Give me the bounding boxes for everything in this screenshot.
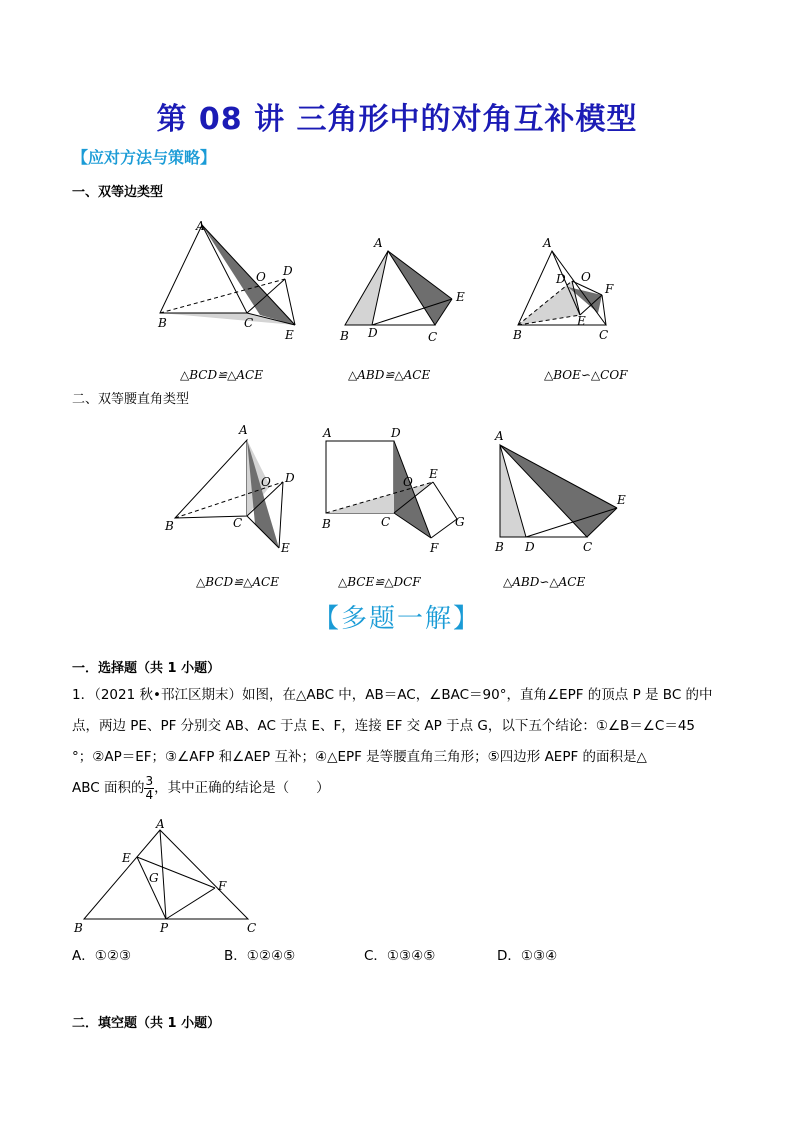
- label-G: G: [455, 515, 465, 529]
- label-E: E: [456, 290, 465, 304]
- question-figure: [72, 818, 272, 938]
- figure-2-2: [321, 426, 465, 555]
- question-line-4b: ，其中正确的结论是（ ）: [154, 780, 330, 796]
- label-A: A: [374, 236, 383, 250]
- page-title: 第 08 讲 三角形中的对角互补模型: [156, 102, 638, 137]
- label-F: F: [218, 879, 227, 893]
- section-double-equilateral: 一、双等边类型: [72, 185, 164, 200]
- label-D: D: [368, 326, 378, 340]
- caption-2-3: △ABD∽△ACE: [503, 575, 586, 589]
- label-B: B: [165, 519, 174, 533]
- caption-1-3: △BOE∽△COF: [544, 368, 628, 382]
- question-line-1: 1．（2021 秋•邗江区期末）如图，在△ABC 中，AB＝AC，∠BAC＝90°，直角∠EPF 的顶点 P 是 BC 的中: [72, 687, 713, 703]
- label-G: G: [149, 871, 159, 885]
- question-text: [72, 680, 732, 804]
- label-P: P: [160, 921, 169, 935]
- label-A: A: [543, 236, 552, 250]
- question-line-4: [72, 773, 732, 804]
- caption-1-1: △BCD≌△ACE: [180, 368, 263, 382]
- label-E: E: [285, 328, 294, 342]
- label-D: D: [391, 426, 401, 440]
- label-E: E: [577, 314, 586, 328]
- section-double-isosceles-right: 二、双等腰直角类型: [72, 392, 190, 407]
- caption-2-2: △BCE≌△DCF: [338, 575, 421, 589]
- figure-1-1: [157, 219, 295, 342]
- label-F: F: [430, 541, 439, 555]
- question-line-2: 点，两边 PE、PF 分别交 AB、AC 于点 E、F，连接 EF 交 AP 于点 G，以下五个结论：①∠B＝∠C＝45: [72, 718, 696, 734]
- label-B: B: [322, 517, 331, 531]
- label-C: C: [381, 515, 391, 529]
- label-D: D: [525, 540, 535, 554]
- fraction-numerator: 3: [145, 773, 154, 788]
- label-F: F: [605, 282, 614, 296]
- figure-row-2: [155, 420, 635, 565]
- label-B: B: [158, 316, 167, 330]
- label-C: C: [428, 330, 438, 344]
- figure-1-3: [512, 236, 614, 342]
- option-d[interactable]: D．①③④: [497, 948, 558, 964]
- question-line-3: °；②AP＝EF；③∠AFP 和∠AEP 互补；④△EPF 是等腰直角三角形；⑤四边形 AEPF 的面积是△: [72, 749, 647, 765]
- label-E: E: [617, 493, 626, 507]
- question-line-4a: ABC 面积的: [72, 780, 145, 796]
- label-C: C: [244, 316, 254, 330]
- label-A: A: [239, 423, 248, 437]
- label-D: D: [285, 471, 295, 485]
- figure-row-1: [140, 215, 660, 345]
- label-B: B: [340, 329, 349, 343]
- option-a[interactable]: A．①②③: [72, 948, 132, 964]
- label-A: A: [495, 429, 504, 443]
- figure-2-3: [494, 429, 626, 554]
- label-A: A: [323, 426, 332, 440]
- label-C: C: [247, 921, 257, 935]
- one-solution-heading: 【多题一解】: [312, 604, 481, 634]
- option-b[interactable]: B．①②④⑤: [224, 948, 296, 964]
- label-B: B: [513, 328, 522, 342]
- fill-blank-heading: 二．填空题（共 1 小题）: [72, 1016, 221, 1031]
- label-C: C: [599, 328, 609, 342]
- label-E: E: [429, 467, 438, 481]
- option-c[interactable]: C．①③④⑤: [364, 948, 436, 964]
- fraction-denominator: 4: [145, 787, 154, 802]
- multiple-choice-heading: 一．选择题（共 1 小题）: [72, 661, 221, 676]
- label-B: B: [74, 921, 83, 935]
- label-A: A: [196, 219, 205, 233]
- caption-1-2: △ABD≌△ACE: [348, 368, 431, 382]
- label-O: O: [403, 475, 413, 489]
- label-B: B: [495, 540, 504, 554]
- label-E: E: [281, 541, 290, 555]
- label-C: C: [233, 516, 243, 530]
- strategy-heading: 【应对方法与策略】: [72, 148, 217, 167]
- label-E: E: [122, 851, 131, 865]
- label-D: D: [556, 272, 566, 286]
- label-D: D: [283, 264, 293, 278]
- figure-1-2: [339, 236, 465, 344]
- label-O: O: [256, 270, 266, 284]
- label-A: A: [156, 818, 165, 831]
- caption-2-1: △BCD≌△ACE: [196, 575, 279, 589]
- label-O: O: [581, 270, 591, 284]
- label-O: O: [261, 475, 271, 489]
- fraction-three-quarters: [144, 775, 154, 802]
- label-C: C: [583, 540, 593, 554]
- figure-2-1: [164, 423, 295, 555]
